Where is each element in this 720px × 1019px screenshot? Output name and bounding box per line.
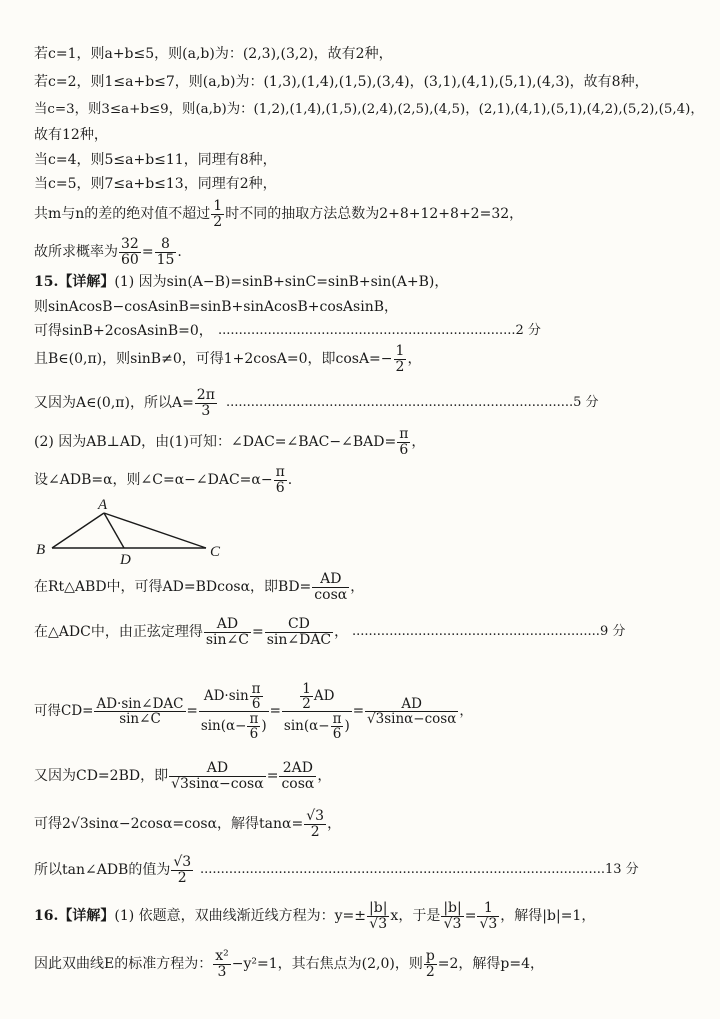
equals-sign: = — [269, 703, 281, 719]
fraction-denominator: 2 — [177, 869, 187, 886]
fraction-denominator: √3sinα−cosα — [367, 711, 457, 727]
fraction-1-2 — [300, 682, 313, 711]
fraction-numerator: CD — [265, 617, 333, 633]
fraction-denominator: 6 — [249, 726, 259, 743]
p15-line-5 — [34, 384, 218, 422]
close-paren: ) — [261, 718, 267, 735]
fraction-denominator: 3 — [217, 963, 227, 980]
fraction-abs-b-root3 — [441, 901, 463, 931]
fraction-pi-6 — [397, 427, 410, 457]
comma: ， — [459, 703, 473, 719]
p14-line-7-text-b: 时不同的抽取方法总数为2+8+12+8+2=32， — [225, 206, 524, 222]
fraction-pi-6 — [247, 712, 260, 741]
p15-line-3: 可得sinB+2cosAsinB=0， — [34, 323, 213, 339]
fraction-ad-over-root3sin-cos — [169, 761, 266, 791]
p16-line-2-text-c: =2，解得p=4， — [437, 956, 545, 972]
p15-line-1 — [34, 272, 448, 292]
denominator-text: sin(α− — [283, 718, 330, 735]
fraction-numerator: AD — [169, 761, 266, 777]
fraction-numerator — [199, 682, 269, 712]
fraction-numerator: 1 — [395, 342, 405, 359]
fraction-denominator: 6 — [251, 695, 261, 712]
p14-line-2: 若c=2，则1≤a+b≤7，则(a,b)为：(1,3),(1,4),(1,5),(3,4)，(3,1),(4,1),(5,1),(4,3)，故有8种， — [34, 74, 649, 90]
fraction-numerator — [282, 682, 352, 712]
p14-line-7 — [34, 196, 523, 232]
fraction-abs-b-root3 — [367, 901, 389, 931]
p14-line-1: 若c=1，则a+b≤5，则(a,b)为：(2,3),(3,2)，故有2种， — [34, 46, 393, 62]
comma: ， — [327, 816, 342, 832]
fraction-numerator: AD — [204, 617, 251, 633]
vertex-label-a: A — [98, 497, 108, 513]
fraction-32-60 — [119, 237, 141, 267]
fraction-numerator: 32 — [121, 235, 139, 252]
p15-line-9-text: 在△ADC中，由正弦定理得 — [34, 624, 203, 640]
p16-line-2-text-b: −y²=1，其右焦点为(2,0)，则 — [231, 956, 423, 972]
fraction-denominator: √3 — [443, 915, 462, 932]
comma: ， — [407, 351, 422, 367]
p16-line-1 — [34, 896, 595, 936]
fraction-p-2 — [424, 949, 437, 979]
fraction-denominator: 15 — [156, 251, 175, 268]
fraction-denominator: sin∠C — [205, 631, 249, 648]
fraction-ad-over-root3sin-cos — [365, 697, 458, 726]
fraction-denominator: 6 — [399, 441, 409, 458]
fraction-denominator: 6 — [275, 479, 285, 496]
p14-line-7-text-a: 共m与n的差的绝对值不超过 — [34, 206, 211, 222]
p15-line-4 — [34, 340, 421, 378]
period: . — [287, 472, 293, 488]
p15-line-10-text: 可得CD= — [34, 703, 94, 719]
segment-ac — [104, 513, 206, 548]
fraction-ad-cosalpha — [312, 572, 349, 602]
equals-sign: = — [141, 244, 154, 260]
p15-line-5-text: 又因为A∈(0,π)，所以A= — [34, 395, 194, 411]
p14-line-5: 当c=4，则5≤a+b≤11，同理有8种， — [34, 152, 277, 168]
fraction-numerator: p — [425, 947, 435, 964]
fraction-denominator: √3 — [479, 915, 498, 932]
p16-line-1-text-b: x，于是 — [390, 908, 441, 924]
fraction-denominator: 2 — [425, 963, 435, 980]
fraction-denominator — [199, 712, 269, 741]
p15-line-11 — [34, 756, 331, 796]
denominator-text: sin(α− — [200, 718, 247, 735]
fraction-numerator: π — [251, 680, 261, 697]
fraction-numerator: AD·sin∠DAC — [96, 695, 184, 712]
fraction-denominator: cosα — [281, 775, 315, 792]
p16-line-1-text-c: ，解得|b|=1， — [500, 908, 596, 924]
p15-line-2: 则sinAcosB−cosAsinB=sinB+sinAcosB+cosAsinB， — [34, 299, 399, 315]
fraction-numerator: 8 — [155, 237, 177, 253]
p15-line-13 — [34, 850, 194, 890]
fraction-denominator: cosα — [314, 586, 348, 603]
fraction-numerator: π — [399, 425, 409, 442]
segment-ba — [52, 513, 104, 548]
fraction-pi-6 — [331, 712, 344, 741]
equals-sign: = — [464, 908, 477, 924]
period: . — [177, 244, 182, 260]
fraction-numerator: √3 — [173, 853, 192, 870]
p15-line-7 — [34, 461, 292, 499]
equals-sign: = — [251, 624, 264, 640]
p15-line-7-text: 设∠ADB=α，则∠C=α−∠DAC=α− — [34, 472, 273, 488]
score-5: ....................................................................................5 分 — [226, 395, 599, 410]
fraction-numerator: AD — [312, 572, 349, 588]
fraction-numerator: 2π — [196, 386, 215, 403]
fraction-denominator: sin∠DAC — [266, 631, 332, 648]
fraction-numerator: π — [249, 711, 259, 727]
p14-line-8-text: 故所求概率为 — [34, 244, 118, 260]
p15-line-9 — [34, 612, 348, 652]
fraction-denominator: √3sinα−cosα — [171, 775, 264, 792]
numerator-text: AD·sin — [203, 687, 249, 704]
p16-line-2-text-a: 因此双曲线E的标准方程为： — [34, 956, 213, 972]
p15-line-8-text: 在Rt△ABD中，可得AD=BDcosα，即BD= — [34, 579, 312, 595]
fraction-denominator — [282, 712, 352, 741]
fraction-denominator: sin∠C — [119, 711, 161, 727]
fraction-numerator: |b| — [369, 899, 388, 916]
vertex-label-d: D — [120, 552, 131, 568]
fraction-denominator: 2 — [213, 213, 223, 230]
p16-line-2 — [34, 944, 544, 984]
p16-line-1-text-a: (1) 依题意，双曲线渐近线方程为：y=± — [114, 908, 367, 924]
p15-line-12-text: 可得2√3sinα−2cosα=cosα，解得tanα= — [34, 816, 304, 832]
fraction-2pi-3 — [195, 388, 217, 418]
fraction-root3-2 — [304, 809, 326, 839]
p15-line-4-text: 且B∈(0,π)，则sinB≠0，可得1+2cosA=0，即cosA=− — [34, 351, 393, 367]
equals-sign: = — [186, 703, 198, 719]
fraction-numerator: x² — [215, 947, 229, 964]
numerator-text: AD — [313, 687, 335, 704]
fraction-numerator: √3 — [306, 807, 325, 824]
p15-line-10 — [34, 676, 473, 746]
equals-sign: = — [266, 768, 279, 784]
comma: ， — [350, 579, 365, 595]
fraction-pi-6 — [250, 682, 263, 711]
fraction-denominator: 6 — [332, 726, 342, 743]
fraction-2ad-cosalpha — [279, 761, 316, 791]
fraction-8-15 — [155, 237, 177, 267]
problem-15-label: 15.【详解】 — [34, 274, 115, 290]
score-9: ............................................................9 分 — [352, 624, 626, 639]
problem-16-label: 16.【详解】 — [34, 908, 115, 924]
close-paren: ) — [344, 718, 350, 735]
fraction-x2-3 — [213, 949, 231, 979]
p14-line-3: 当c=3，则3≤a+b≤9，则(a,b)为：(1,2),(1,4),(1,5),(2,4),(2,5),(4,5)，(2,1),(4,1),(5,1),(4,2),(5,2),(5,4)， — [34, 102, 704, 117]
p15-line-1-text: (1) 因为sin(A−B)=sinB+sinC=sinB+sin(A+B)， — [114, 274, 449, 290]
p14-line-6: 当c=5，则7≤a+b≤13，同理有2种， — [34, 176, 277, 192]
fraction-denominator: 2 — [395, 358, 405, 375]
fraction-numerator: 1 — [477, 901, 499, 917]
fraction-half-ad-over-sin — [282, 682, 352, 742]
fraction-numerator: 1 — [213, 197, 223, 214]
fraction-numerator: |b| — [443, 899, 462, 916]
fraction-denominator: 2 — [302, 695, 311, 712]
p15-line-6 — [34, 423, 425, 461]
fraction-root3-2 — [171, 855, 193, 885]
fraction-ad-sinc — [204, 617, 251, 647]
p15-line-13-text: 所以tan∠ADB的值为 — [34, 862, 171, 878]
p14-line-4: 故有12种， — [34, 127, 108, 143]
vertex-label-c: C — [210, 544, 221, 560]
score-13: ..................................................................................................13 分 — [200, 862, 639, 877]
fraction-pi-6 — [274, 465, 287, 495]
fraction-numerator: π — [332, 711, 342, 727]
p15-line-12 — [34, 804, 341, 844]
comma: ， — [411, 434, 426, 450]
p15-line-11-text: 又因为CD=2BD，即 — [34, 768, 169, 784]
fraction-ad-sin-pi6-over-sin — [199, 682, 269, 742]
fraction-numerator: 1 — [302, 680, 311, 697]
fraction-ad-sindac-over-sinc — [94, 697, 185, 726]
score-2: ........................................................................2 分 — [218, 323, 541, 338]
fraction-denominator: √3 — [369, 915, 388, 932]
fraction-numerator: π — [275, 463, 285, 480]
fraction-numerator: AD — [365, 697, 458, 712]
triangle-figure — [30, 496, 230, 568]
fraction-denominator: 3 — [201, 402, 211, 419]
p15-line-8 — [34, 568, 364, 606]
equals-sign: = — [352, 703, 365, 719]
comma: ， — [334, 624, 349, 640]
fraction-denominator: 2 — [310, 823, 320, 840]
fraction-1-root3 — [477, 901, 499, 931]
fraction-numerator: 2AD — [279, 761, 316, 777]
vertex-label-b: B — [36, 542, 46, 558]
comma: ， — [317, 768, 332, 784]
triangle-lines — [52, 513, 206, 548]
fraction-denominator: 60 — [121, 251, 139, 268]
fraction-cd-sindac — [265, 617, 333, 647]
fraction-one-half — [211, 199, 224, 229]
p14-line-8 — [34, 234, 182, 270]
fraction-1-2 — [394, 344, 407, 374]
p15-line-6-text: (2) 因为AB⊥AD，由(1)可知：∠DAC=∠BAC−∠BAD= — [34, 434, 397, 450]
